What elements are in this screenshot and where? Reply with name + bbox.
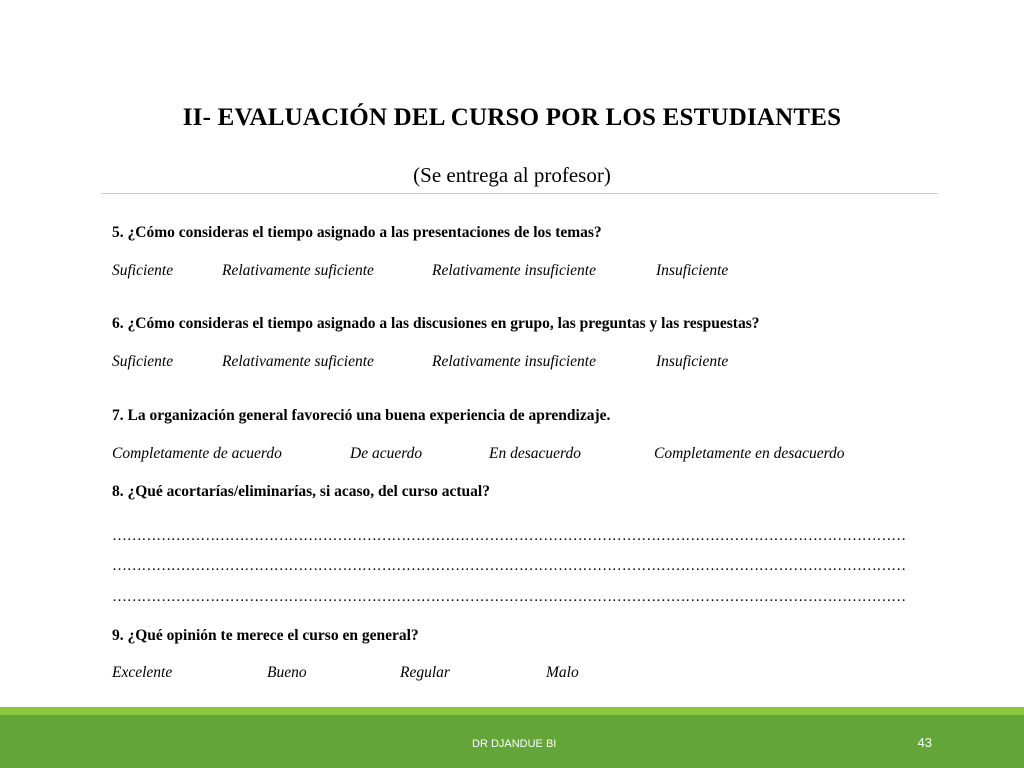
q7-option-2[interactable]: De acuerdo (350, 445, 423, 462)
q6-option-3[interactable]: Relativamente insuficiente (432, 353, 596, 370)
title-divider (101, 193, 938, 194)
q7-option-4[interactable]: Completamente en desacuerdo (654, 445, 845, 462)
footer-author: DR DJANDUE BI (472, 738, 557, 750)
question-8: 8. ¿Qué acortarías/eliminarías, si acaso, del curso actual? (112, 483, 490, 500)
question-5: 5. ¿Cómo consideras el tiempo asignado a las presentaciones de los temas? (112, 224, 602, 241)
page-number: 43 (917, 735, 932, 750)
page-title: II- EVALUACIÓN DEL CURSO POR LOS ESTUDIANTES (182, 104, 842, 131)
page-subtitle: (Se entrega al profesor) (413, 163, 611, 187)
q9-option-1[interactable]: Excelente (112, 664, 173, 681)
question-9: 9. ¿Qué opinión te merece el curso en general? (112, 627, 419, 644)
answer-line-1[interactable]: ……………………………………………………………………………………………………………………………………………… (112, 528, 906, 544)
q9-option-3[interactable]: Regular (400, 664, 450, 681)
question-6: 6. ¿Cómo consideras el tiempo asignado a las discusiones en grupo, las preguntas y las respuestas? (112, 315, 760, 332)
answer-line-3[interactable]: ……………………………………………………………………………………………………………………………………………… (112, 589, 906, 605)
q7-option-3[interactable]: En desacuerdo (489, 445, 581, 462)
q9-option-2[interactable]: Bueno (267, 664, 307, 681)
q5-option-1[interactable]: Suficiente (112, 262, 174, 279)
question-7: 7. La organización general favoreció una buena experiencia de aprendizaje. (112, 407, 611, 424)
q5-option-2[interactable]: Relativamente suficiente (222, 262, 374, 279)
q6-option-2[interactable]: Relativamente suficiente (222, 353, 374, 370)
answer-line-2[interactable]: ……………………………………………………………………………………………………………………………………………… (112, 558, 906, 574)
q5-option-4[interactable]: Insuficiente (656, 262, 729, 279)
q9-option-4[interactable]: Malo (546, 664, 579, 681)
q6-option-1[interactable]: Suficiente (112, 353, 174, 370)
q7-option-1[interactable]: Completamente de acuerdo (112, 445, 282, 462)
q5-option-3[interactable]: Relativamente insuficiente (432, 262, 596, 279)
q6-option-4[interactable]: Insuficiente (656, 353, 729, 370)
footer-accent-band (0, 707, 1024, 715)
